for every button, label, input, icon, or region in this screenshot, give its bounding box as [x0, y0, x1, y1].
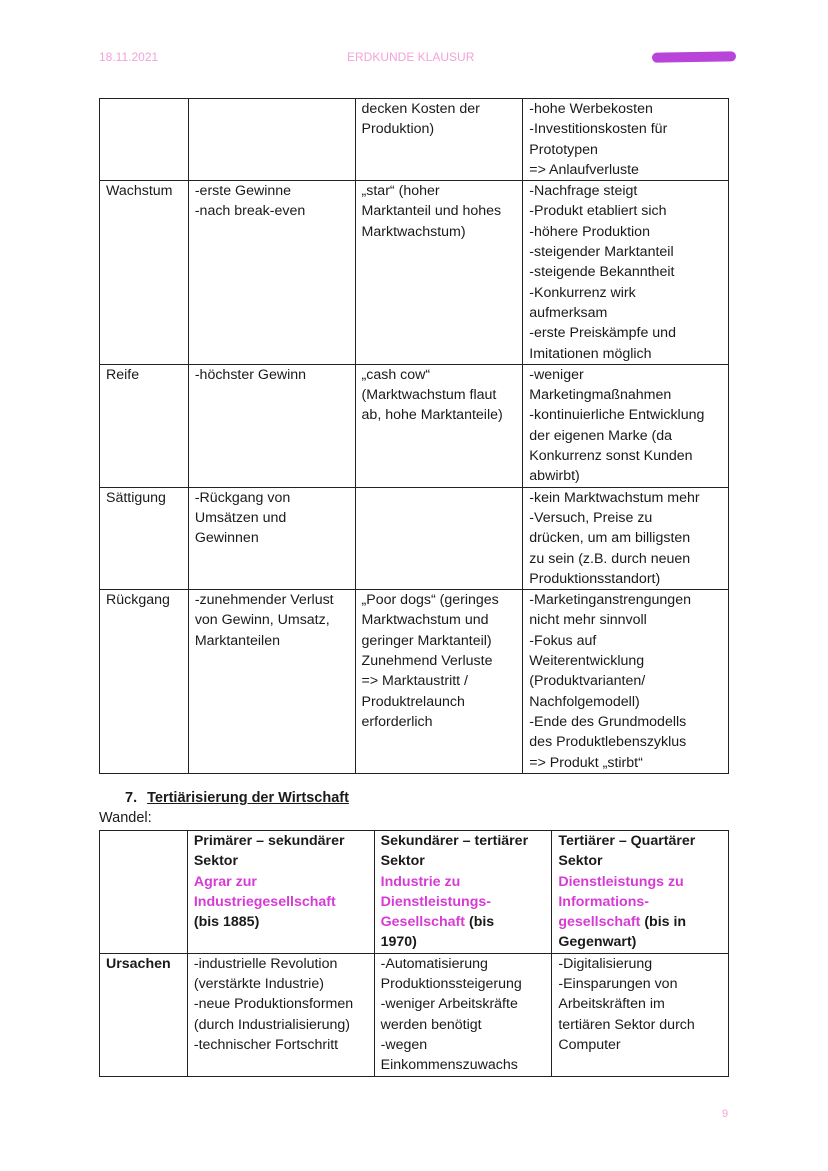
- features-cell-line: -Marketinganstrengungen: [529, 592, 691, 609]
- phase-cell: Rückgang: [100, 590, 189, 774]
- table-row: [100, 364, 729, 487]
- cause-cell-line: -neue Produktionsformen: [193, 996, 354, 1013]
- features-cell-line: -Investitionskosten für: [529, 121, 668, 138]
- cause-cell: [187, 953, 374, 1076]
- section-title: Tertiärisierung der Wirtschaft: [147, 790, 349, 806]
- table-row: [100, 953, 729, 1076]
- portfolio-cell-line: geringer Marktanteil): [361, 632, 492, 649]
- features-cell-line: nicht mehr sinnvoll: [529, 612, 647, 629]
- features-cell-line: -Konkurrenz wirk: [529, 284, 636, 301]
- header-period: 1970): [380, 934, 417, 951]
- features-cell-line: aufmerksam: [529, 304, 608, 321]
- header-transition-line: [381, 912, 546, 932]
- portfolio-cell-line: decken Kosten der: [361, 101, 480, 117]
- features-cell: [523, 364, 729, 487]
- section-heading: [125, 790, 349, 806]
- cause-cell-line: -industrielle Revolution: [193, 955, 338, 972]
- header-transition: Gesellschaft: [380, 914, 466, 931]
- features-cell-line: -erste Preiskämpfe und: [529, 325, 676, 342]
- table-row: [100, 99, 729, 181]
- column-header: [187, 831, 374, 954]
- features-cell-line: abwirbt): [529, 468, 580, 485]
- corner-cell: [100, 831, 188, 954]
- header-period: (bis: [468, 914, 495, 931]
- profit-cell: [188, 181, 355, 365]
- cause-cell-line: -Einsparungen von: [558, 976, 678, 993]
- features-cell-line: zu sein (z.B. durch neuen: [529, 550, 691, 567]
- cause-cell-line: Produktionssteigerung: [380, 976, 522, 993]
- profit-cell-line: Gewinnen: [194, 530, 259, 547]
- profit-cell: [188, 487, 355, 589]
- cause-cell-line: -technischer Fortschritt: [193, 1036, 339, 1053]
- portfolio-cell-line: „star“ (hoher: [361, 183, 440, 200]
- header-transition-line: [558, 912, 722, 932]
- portfolio-cell: [355, 590, 523, 774]
- phase-cell: [100, 99, 189, 181]
- features-cell-line: -Ende des Grundmodells: [529, 713, 687, 730]
- header-sector-line: Tertiärer – Quartärer: [558, 833, 696, 849]
- redaction-mark: [652, 51, 736, 62]
- profit-cell-line: Marktanteilen: [194, 632, 280, 649]
- portfolio-cell-line: Marktwachstum und: [361, 612, 489, 629]
- cause-cell-line: (verstärkte Industrie): [193, 976, 324, 993]
- cause-cell: [374, 953, 552, 1076]
- profit-cell-line: Umsätzen und: [194, 509, 287, 526]
- section-intro: Wandel:: [99, 810, 152, 826]
- portfolio-cell-line: (Marktwachstum flaut: [361, 387, 497, 404]
- features-cell-line: drücken, um am billigsten: [529, 530, 691, 547]
- lifecycle-table: [99, 98, 729, 774]
- portfolio-cell-line: => Marktaustritt /: [361, 673, 468, 690]
- features-cell: [523, 487, 729, 589]
- phase-cell: Wachstum: [100, 181, 189, 365]
- portfolio-cell-line: ab, hohe Marktanteile): [361, 407, 503, 424]
- header-transition: Industriegesellschaft: [193, 893, 336, 910]
- cause-cell-line: Einkommenszuwachs: [380, 1057, 518, 1074]
- portfolio-cell-line: „cash cow“: [361, 366, 431, 383]
- features-cell-line: -höhere Produktion: [529, 223, 650, 240]
- features-cell-line: -Versuch, Preise zu: [529, 509, 653, 526]
- features-cell-line: Marketingmaßnahmen: [529, 387, 672, 404]
- features-cell-line: => Anlaufverluste: [529, 161, 639, 178]
- row-label: Ursachen: [100, 953, 188, 1076]
- header-sector-line: Sektor: [380, 853, 425, 870]
- profit-cell-line: -nach break-even: [194, 203, 306, 220]
- features-cell-line: Nachfolgemodell): [529, 693, 640, 710]
- features-cell-line: (Produktvarianten/: [529, 673, 646, 690]
- portfolio-cell: [355, 487, 523, 589]
- features-cell-line: -Fokus auf: [529, 632, 597, 649]
- header-sector-line: Primärer – sekundärer: [193, 833, 345, 849]
- table-row: [100, 590, 729, 774]
- features-cell-line: -weniger: [529, 366, 584, 383]
- features-cell-line: -steigende Bekanntheit: [529, 264, 675, 281]
- cause-cell-line: (durch Industrialisierung): [193, 1016, 350, 1033]
- features-cell-line: => Produkt „stirbt“: [529, 754, 643, 771]
- cause-cell-line: -Automatisierung: [380, 955, 488, 972]
- header-date: 18.11.2021: [99, 50, 159, 64]
- features-cell: [523, 181, 729, 365]
- portfolio-cell: [355, 99, 523, 181]
- phase-cell: Sättigung: [100, 487, 189, 589]
- portfolio-cell-line: Produktrelaunch: [361, 693, 465, 710]
- features-cell-line: -kontinuierliche Entwicklung: [529, 407, 705, 424]
- profit-cell: [188, 590, 355, 774]
- header-transition-line: Agrar zur: [193, 873, 257, 890]
- section-number: 7.: [125, 790, 138, 806]
- sector-change-table: [99, 830, 729, 1077]
- portfolio-cell-line: Marktwachstum): [361, 223, 466, 240]
- features-cell-line: -hohe Werbekosten: [529, 101, 653, 117]
- profit-cell: [188, 99, 355, 181]
- features-cell-line: -kein Marktwachstum mehr: [529, 489, 700, 506]
- profit-cell-line: -höchster Gewinn: [194, 366, 307, 383]
- page-number: 9: [722, 1108, 729, 1120]
- cause-cell-line: Computer: [558, 1036, 621, 1053]
- portfolio-cell-line: erforderlich: [361, 713, 433, 730]
- header-transition-line: Industrie zu: [380, 873, 461, 890]
- cause-cell-line: -weniger Arbeitskräfte: [380, 996, 518, 1013]
- features-cell: [523, 99, 729, 181]
- features-cell-line: Weiterentwicklung: [529, 653, 645, 670]
- portfolio-cell-line: Marktanteil und hohes: [361, 203, 502, 220]
- profit-cell-line: von Gewinn, Umsatz,: [194, 612, 330, 629]
- table-row: [100, 181, 729, 365]
- cause-cell-line: -wegen: [380, 1036, 428, 1053]
- header-title: ERDKUNDE KLAUSUR: [347, 50, 475, 64]
- header-sector-line: Sektor: [558, 853, 603, 870]
- features-cell-line: des Produktlebenszyklus: [529, 734, 687, 751]
- header-transition-line: Informations-: [558, 893, 649, 910]
- header-transition-line: Dienstleistungs zu: [558, 873, 684, 890]
- features-cell-line: -steigender Marktanteil: [529, 244, 674, 261]
- features-cell-line: -Nachfrage steigt: [529, 183, 638, 200]
- profit-cell-line: -zunehmender Verlust: [194, 592, 334, 609]
- column-header: [374, 831, 552, 954]
- portfolio-cell-line: „Poor dogs“ (geringes: [361, 592, 499, 609]
- cause-cell-line: -Digitalisierung: [558, 955, 653, 972]
- header-period: (bis in: [644, 914, 687, 931]
- portfolio-cell-line: Produktion): [361, 121, 435, 138]
- profit-cell: [188, 364, 355, 487]
- features-cell-line: -Produkt etabliert sich: [529, 203, 667, 220]
- features-cell-line: der eigenen Marke (da: [529, 427, 673, 444]
- cause-cell-line: Arbeitskräften im: [558, 996, 665, 1013]
- profit-cell-line: -erste Gewinne: [194, 183, 292, 200]
- features-cell-line: Produktionsstandort): [529, 570, 661, 587]
- features-cell-line: Konkurrenz sonst Kunden: [529, 448, 693, 465]
- portfolio-cell: [355, 364, 523, 487]
- profit-cell-line: -Rückgang von: [194, 489, 291, 506]
- header-period: (bis 1885): [193, 914, 260, 931]
- features-cell-line: Prototypen: [529, 141, 598, 158]
- column-header: [552, 831, 729, 954]
- portfolio-cell: [355, 181, 523, 365]
- header-row: [100, 831, 729, 954]
- header-transition-line: Dienstleistungs-: [380, 893, 491, 910]
- table-row: [100, 487, 729, 589]
- cause-cell: [552, 953, 729, 1076]
- header-sector-line: Sekundärer – tertiärer: [380, 833, 529, 849]
- cause-cell-line: tertiären Sektor durch: [558, 1016, 695, 1033]
- portfolio-cell-line: Zunehmend Verluste: [361, 653, 493, 670]
- header-period: Gegenwart): [558, 934, 637, 951]
- phase-cell: Reife: [100, 364, 189, 487]
- cause-cell-line: werden benötigt: [380, 1016, 482, 1033]
- header-sector-line: Sektor: [193, 853, 238, 870]
- features-cell: [523, 590, 729, 774]
- header-transition-line: [194, 892, 368, 912]
- features-cell-line: Imitationen möglich: [529, 345, 652, 362]
- header-transition: gesellschaft: [558, 914, 641, 931]
